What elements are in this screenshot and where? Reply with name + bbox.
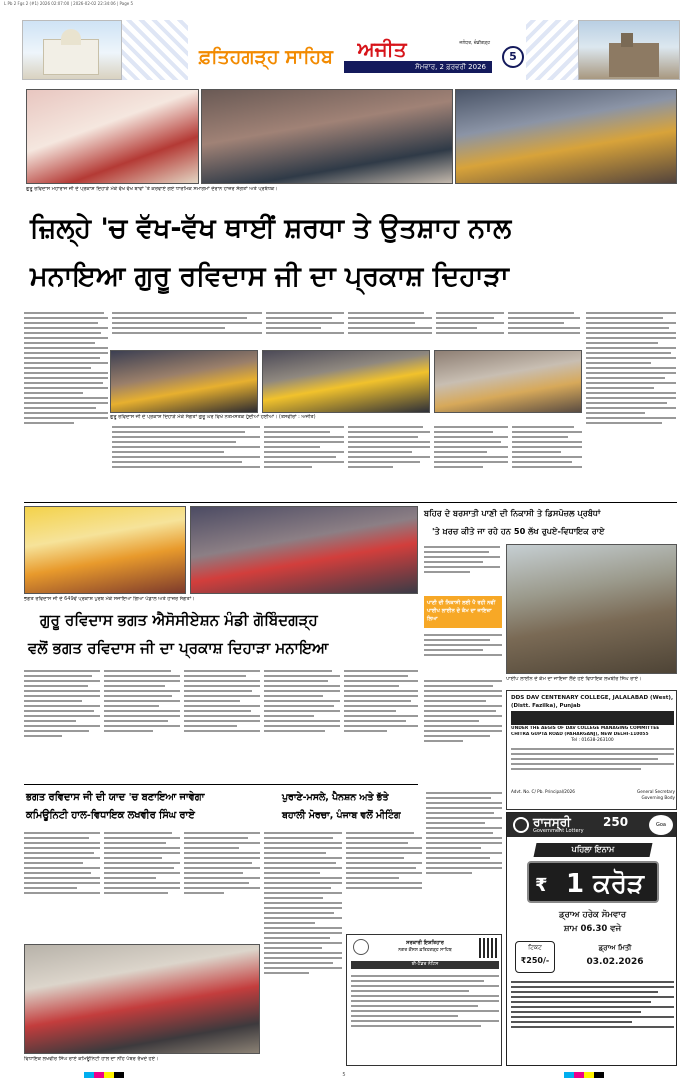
- assoc-photo-caption: ਭਗਤ ਰਵਿਦਾਸ ਜੀ ਦੇ 649ਵੇਂ ਪ੍ਰਕਾਸ਼ ਪੁਰਬ ਮੌਕੇ ਸਜਾਇਆ ਗਿਆ ਪੰਡਾਲ ਅਤੇ ਹਾਜ਼ਰ ਸੰਗਤਾਂ।: [24, 596, 195, 602]
- top-photo-2: [201, 89, 453, 184]
- notice-emblem-icon: [353, 939, 369, 955]
- water-column-1: [424, 544, 500, 594]
- assoc-photo-2: [190, 506, 418, 594]
- article-column-3: [266, 310, 344, 348]
- article-column-8: [112, 424, 260, 500]
- goa-logo: Goa: [649, 815, 673, 835]
- article-column-11: [434, 424, 508, 500]
- article-column-10: [348, 424, 430, 500]
- water-photo-caption: ਪਾਈਪ ਲਾਈਨ ਦੇ ਕੰਮ ਦਾ ਜਾਇਜ਼ਾ ਲੈਂਦੇ ਹੋਏ ਵਿਧਾਇਕ ਲਖਬੀਰ ਸਿੰਘ ਰਾਏ।: [506, 676, 642, 682]
- assoc-column-2: [104, 668, 180, 780]
- main-headline-line2: ਮਨਾਇਆ ਗੁਰੂ ਰਵਿਦਾਸ ਜੀ ਦਾ ਪ੍ਰਕਾਸ਼ ਦਿਹਾੜਾ: [30, 261, 509, 292]
- footer-page-number: 5: [342, 1072, 346, 1078]
- lottery-logo-icon: [513, 817, 529, 833]
- lottery-ticket-price: ਟਿਕਟ ₹250/-: [515, 941, 555, 973]
- article-column-2: [112, 310, 262, 348]
- article-column-9: [264, 424, 344, 500]
- middle-photo-2: [262, 350, 430, 413]
- water-headline-line2: 'ਤੇ ਖ਼ਰਚ ਕੀਤੇ ਜਾ ਰਹੇ ਹਨ 50 ਲੱਖ ਰੁਪਏ-ਵਿਧਾਇਕ ਰਾਏ: [432, 526, 605, 536]
- lottery-draw-date: 03.02.2026: [586, 957, 644, 967]
- pension-column-3: [426, 790, 502, 930]
- middle-photo-caption: ਗੁਰੂ ਰਵਿਦਾਸ ਜੀ ਦੇ ਪ੍ਰਕਾਸ਼ ਦਿਹਾੜੇ ਮੌਕੇ ਸੰਗਤਾਂ ਗੁਰੂ ਘਰ ਵਿਖੇ ਨਤਮਸਤਕ ਹੁੰਦੀਆਂ ਹੋਈਆਂ। (ਤਸਵੀਰਾਂ : ਅਜੀਤ): [110, 414, 316, 420]
- color-registration-right: [564, 1072, 604, 1078]
- article-column-12: [512, 424, 582, 500]
- masthead: [22, 10, 680, 88]
- assoc-column-4: [264, 668, 340, 780]
- community-column-3: [184, 830, 260, 940]
- article-column-1: [24, 310, 108, 500]
- community-headline-line1: ਭਗਤ ਰਵਿਦਾਸ ਜੀ ਦੀ ਯਾਦ 'ਚ ਬਣਾਇਆ ਜਾਵੇਗਾ: [26, 792, 205, 803]
- masthead-fort-photo: [578, 20, 680, 80]
- assoc-column-1: [24, 668, 100, 780]
- article-column-5: [436, 310, 504, 348]
- masthead-pattern-right: [526, 20, 578, 80]
- main-headline-line1: ਜ਼ਿਲ੍ਹੇ 'ਚ ਵੱਖ-ਵੱਖ ਥਾਈਂ ਸ਼ਰਧਾ ਤੇ ਉਤਸ਼ਾਹ ਨਾਲ: [30, 213, 512, 244]
- color-registration-left: [84, 1072, 124, 1078]
- community-headline-line2: ਕਮਿਊਨਿਟੀ ਹਾਲ-ਵਿਧਾਇਕ ਲਖਵੀਰ ਸਿੰਘ ਰਾਏ: [26, 810, 195, 821]
- pension-column-2: [346, 830, 422, 930]
- lottery-advertisement: ਰਾਜਸ੍ਰੀ 250 Government Lottery Goa ਪਹਿਲਾ ਇਨਾਮ ₹ 1 ਕਰੋੜ ਡ੍ਰਾਅ ਹਰੇਕ ਸੋਮਵਾਰ ਸ਼ਾਮ 06.30 ਵਜੇ ਟਿਕਟ ₹250/- ਡ੍ਰਾਅ ਮਿਤੀ 03.02.2026: [506, 812, 677, 1066]
- edition-label: ਜਲੰਧਰ, ਚੰਡੀਗੜ੍ਹ: [459, 41, 490, 46]
- article-column-4: [348, 310, 432, 348]
- college-advertisement: DDS DAV CENTENARY COLLEGE, JALALABAD (West), (Distt. Fazilka), Punjab UNDER THE AEGIS OF DAV COLLEGE MANAGING COMMITTEE CHITRA GUPTA ROAD (PAHARGANJ), NEW DELHI-110055 Tel : 01638-263100 Advt. No. C/ Pb. Principal/2026 General Secretary Governing Body: [506, 690, 677, 810]
- section-divider: [24, 502, 677, 503]
- assoc-headline-line2: ਵਲੋਂ ਭਗਤ ਰਵਿਦਾਸ ਜੀ ਦਾ ਪ੍ਰਕਾਸ਼ ਦਿਹਾੜਾ ਮਨਾਇਆ: [28, 639, 329, 657]
- top-photo-3: [455, 89, 677, 184]
- water-column-3: [424, 678, 502, 786]
- assoc-photo-1: [24, 506, 186, 594]
- government-notice: ਸਰਕਾਰੀ ਇਸ਼ਤਿਹਾਰ ਨਗਰ ਕੌਂਸਲ ਫ਼ਤਿਹਗੜ੍ਹ ਸਾਹਿਬ ਈ-ਟੈਂਡਰ ਨੋਟਿਸ: [346, 934, 502, 1066]
- pension-column-1: [264, 830, 342, 1066]
- water-headline-line1: ਬਹਿਰ ਦੇ ਬਰਸਾਤੀ ਪਾਣੀ ਦੀ ਨਿਕਾਸੀ ਤੇ ਡਿਸਪੋਜ਼ਲ ਪ੍ਰਬੰਧਾਂ: [424, 508, 601, 518]
- assoc-divider: [24, 784, 418, 785]
- middle-photo-1: [110, 350, 258, 413]
- page-number-badge: 5: [502, 46, 524, 68]
- page-metadata-strip: L Pb 2 Fgs 2 (#1) 2026 02:07:00 | 2026-02-02 22:34:06 | Page 5: [4, 1, 134, 6]
- community-photo-caption: ਵਿਧਾਇਕ ਲਖਵੀਰ ਸਿੰਘ ਰਾਏ ਕਮਿਊਨਿਟੀ ਹਾਲ ਦਾ ਨੀਂਹ ਪੱਥਰ ਰੱਖਦੇ ਹੋਏ।: [24, 1056, 159, 1062]
- pension-headline-line1: ਪੁਰਾਣੇ-ਮਸਲੇ, ਪੈਨਸ਼ਨ ਅਤੇ ਭੱਤੇ: [282, 792, 389, 803]
- article-column-6: [508, 310, 580, 348]
- assoc-column-3: [184, 668, 260, 780]
- section-title: ਫ਼ਤਿਹਗੜ੍ਹ ਸਾਹਿਬ: [198, 46, 334, 68]
- water-highlight-box: ਪਾਣੀ ਦੀ ਨਿਕਾਸੀ ਲਈ ਪੈ ਰਹੀ ਨਵੀਂ ਪਾਈਪ ਲਾਈਨ ਦੇ ਕੰਮ ਦਾ ਜਾਇਜ਼ਾ ਲਿਆ: [424, 596, 502, 628]
- notice-qr-icon: [479, 938, 499, 958]
- article-column-7: [586, 310, 676, 500]
- masthead-pattern-left: [122, 20, 188, 80]
- assoc-column-5: [344, 668, 418, 780]
- middle-photo-3: [434, 350, 582, 413]
- issue-date: ਸੋਮਵਾਰ, 2 ਫ਼ਰਵਰੀ 2026: [344, 61, 492, 73]
- lottery-prize: ₹ 1 ਕਰੋੜ: [527, 861, 659, 903]
- footer-bar: [24, 1070, 677, 1082]
- assoc-headline-line1: ਗੁਰੂ ਰਵਿਦਾਸ ਭਗਤ ਐਸੋਸੀਏਸ਼ਨ ਮੰਡੀ ਗੋਬਿੰਦਗੜ੍ਹ: [40, 611, 318, 629]
- top-photo-caption: ਗੁਰੂ ਰਵਿਦਾਸ ਮਹਾਰਾਜ ਜੀ ਦੇ ਪ੍ਰਕਾਸ਼ ਦਿਹਾੜੇ ਮੌਕੇ ਵੱਖ ਵੱਖ ਥਾਵਾਂ 'ਤੇ ਕਰਵਾਏ ਗਏ ਧਾਰਮਿਕ ਸਮਾਗਮਾਂ ਦੌਰਾਨ ਹਾਜ਼ਰ ਸੰਗਤਾਂ ਅਤੇ ਪ੍ਰਬੰਧਕ।: [26, 186, 278, 192]
- water-pipeline-photo: [506, 544, 677, 674]
- community-column-1: [24, 830, 100, 940]
- community-column-2: [104, 830, 180, 940]
- masthead-gurdwara-photo: [22, 20, 122, 80]
- top-photo-1: [26, 89, 199, 184]
- newspaper-brand: ਅਜੀਤ: [344, 38, 420, 74]
- water-column-2: [424, 632, 502, 674]
- community-hall-photo: [24, 944, 260, 1054]
- pension-headline-line2: ਬਹਾਲੀ ਮੋਰਚਾ, ਪੰਜਾਬ ਵਲੋਂ ਮੀਟਿੰਗ: [282, 810, 401, 821]
